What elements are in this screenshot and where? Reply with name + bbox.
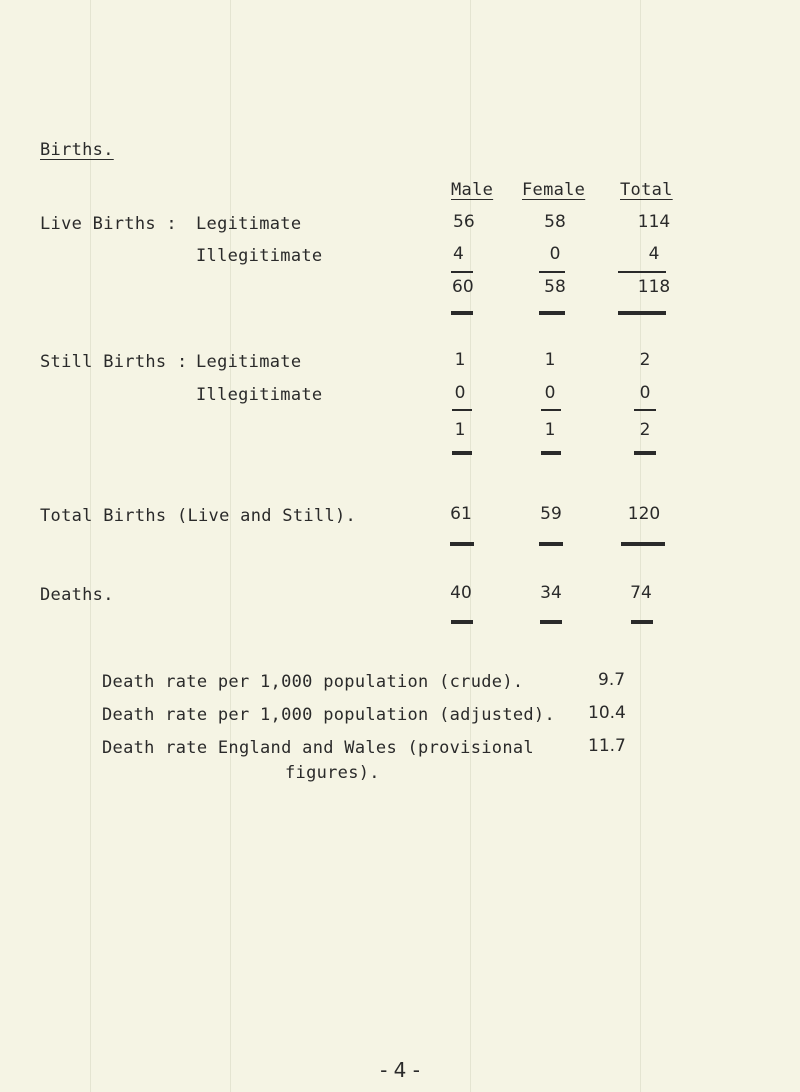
still-births-label: Still Births : [40, 352, 188, 372]
live-legitimate-female: 58 [544, 212, 566, 232]
rate-england-wales-label: Death rate England and Wales (provisional [102, 738, 534, 758]
double-rule-deaths-female [540, 620, 562, 624]
live-legitimate-label: Legitimate [196, 214, 302, 234]
still-illegitimate-male: 0 [454, 383, 466, 403]
rate-crude-label: Death rate per 1,000 population (crude). [102, 672, 524, 692]
live-illegitimate-male: 4 [453, 244, 464, 264]
deaths-label: Deaths. [40, 585, 114, 605]
total-births-female: 59 [540, 504, 562, 524]
total-births-male: 61 [450, 504, 472, 524]
rule-live-total [618, 271, 666, 273]
still-legitimate-female: 1 [544, 350, 556, 370]
column-header-total: Total [620, 180, 673, 200]
double-rule-still-female [541, 451, 561, 455]
still-subtotal-male: 1 [454, 420, 466, 440]
rate-crude-value: 9.7 [598, 670, 626, 690]
live-illegitimate-total: 4 [648, 244, 660, 264]
double-rule-live-male [451, 311, 473, 315]
rate-england-wales-label-cont: figures). [285, 763, 380, 783]
rule-still-total [634, 409, 656, 411]
double-rule-live-total [618, 311, 666, 315]
deaths-female: 34 [540, 583, 562, 603]
live-legitimate-total: 114 [637, 212, 671, 232]
rate-adjusted-value: 10.4 [588, 703, 626, 723]
live-subtotal-male: 60 [452, 277, 474, 297]
deaths-total: 74 [630, 583, 652, 603]
still-illegitimate-total: 0 [639, 383, 651, 403]
rule-still-male [452, 409, 472, 411]
rule-live-male [451, 271, 473, 273]
total-births-total: 120 [627, 504, 661, 524]
live-subtotal-female: 58 [544, 277, 566, 297]
rule-live-female [539, 271, 565, 273]
rule-still-female [541, 409, 561, 411]
double-rule-total-male [450, 542, 474, 546]
still-illegitimate-female: 0 [544, 383, 556, 403]
live-illegitimate-label: Illegitimate [196, 246, 323, 266]
double-rule-still-male [452, 451, 472, 455]
still-legitimate-male: 1 [454, 350, 466, 370]
column-header-male: Male [451, 180, 494, 200]
live-illegitimate-female: 0 [549, 244, 561, 264]
live-births-label: Live Births : [40, 214, 177, 234]
double-rule-still-total [634, 451, 656, 455]
still-illegitimate-label: Illegitimate [196, 385, 323, 405]
still-legitimate-label: Legitimate [196, 352, 302, 372]
live-subtotal-total: 118 [637, 277, 671, 297]
double-rule-total-female [539, 542, 563, 546]
page-number: - 4 - [380, 1058, 420, 1082]
double-rule-total-total [621, 542, 665, 546]
still-subtotal-female: 1 [544, 420, 556, 440]
still-subtotal-total: 2 [639, 420, 651, 440]
still-legitimate-total: 2 [639, 350, 651, 370]
live-legitimate-male: 56 [453, 212, 475, 232]
column-header-female: Female [522, 180, 586, 200]
deaths-male: 40 [450, 583, 472, 603]
total-births-label: Total Births (Live and Still). [40, 506, 357, 526]
rate-england-wales-value: 11.7 [588, 736, 626, 756]
double-rule-deaths-total [631, 620, 653, 624]
page-heading: Births. [40, 140, 114, 160]
rate-adjusted-label: Death rate per 1,000 population (adjusted). [102, 705, 555, 725]
double-rule-live-female [539, 311, 565, 315]
double-rule-deaths-male [451, 620, 473, 624]
